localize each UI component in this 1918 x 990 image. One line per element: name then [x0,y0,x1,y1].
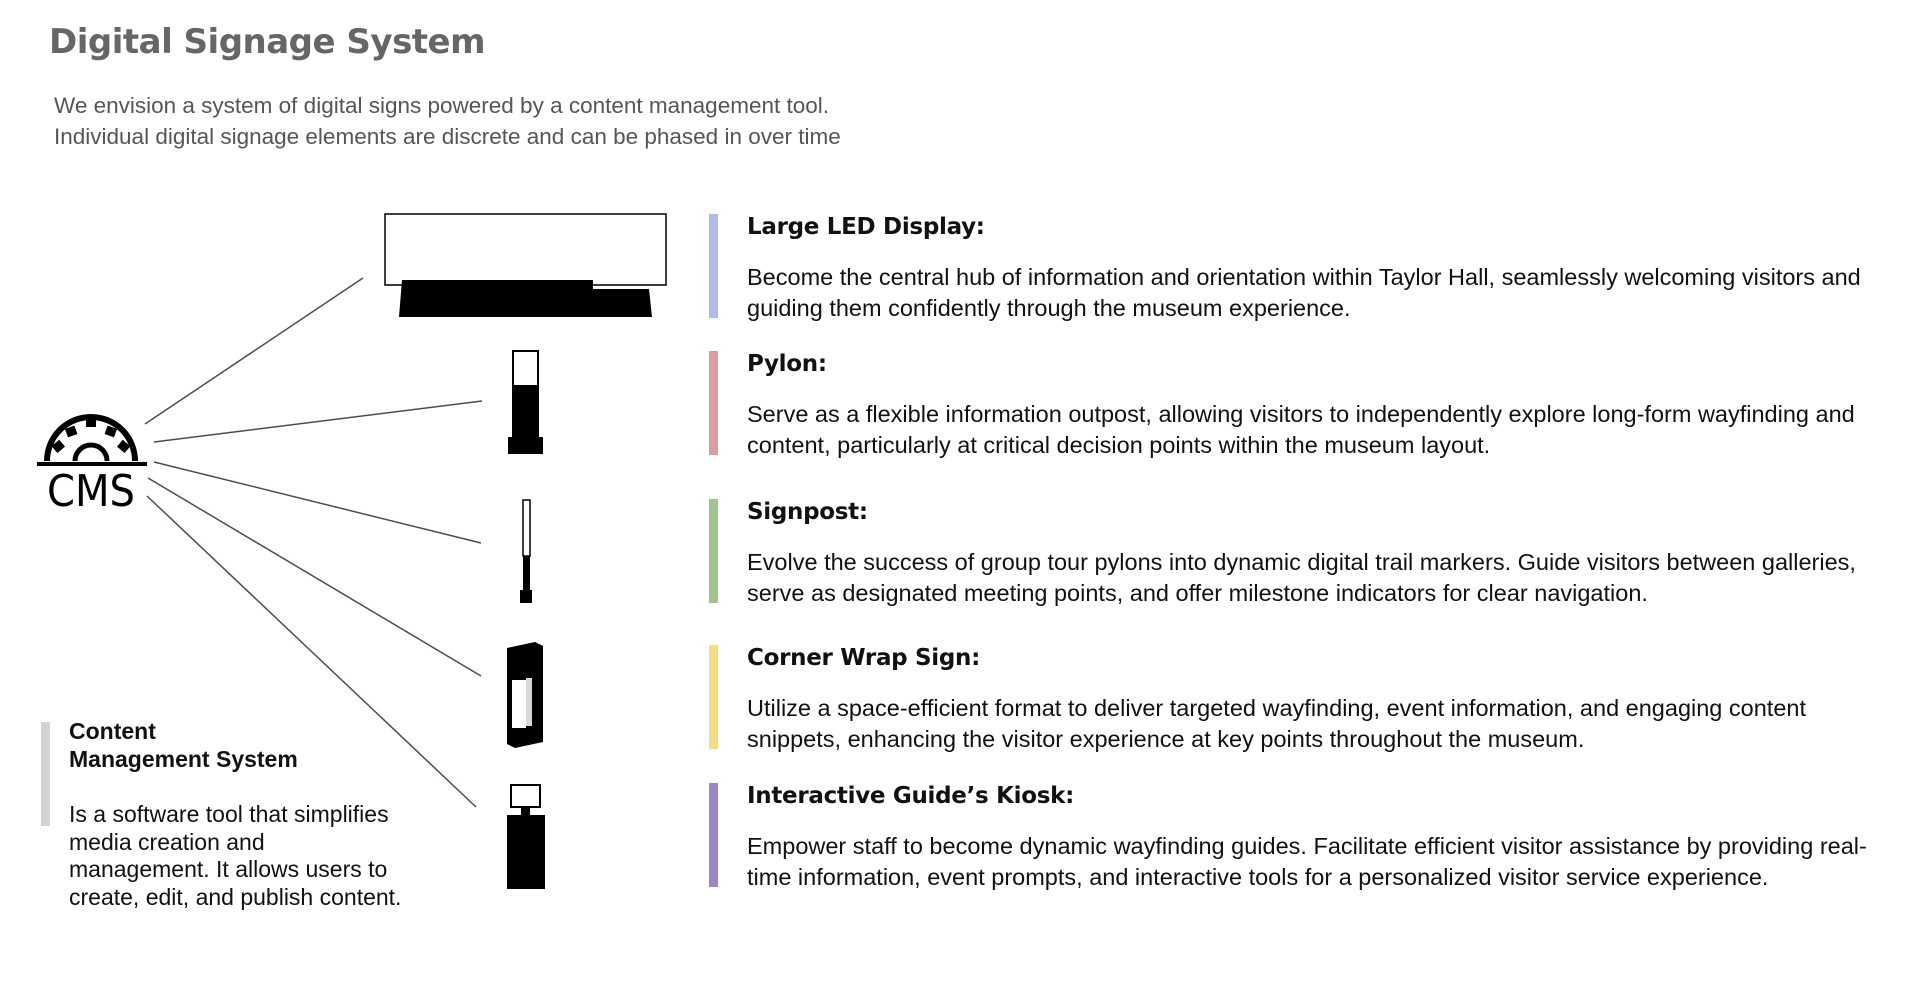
item-color-bar [709,351,718,455]
cms-title [69,717,298,773]
connector-led-display [145,278,363,424]
cms-logo-text: CMS [47,466,135,517]
cms-title-line-2: Management System [69,746,298,772]
item-color-bar [709,783,718,887]
item-label: Large LED Display: [747,214,985,240]
cms-legend-bar [41,722,50,826]
item-description: Serve as a flexible information outpost, allowing visitors to independently explore long-form wayfinding and content, particularly at critical decision points within the museum layout. [747,401,1855,458]
corner-wrap-icon [507,642,543,748]
item-description: Utilize a space-efficient format to deliver targeted wayfinding, event information, and engaging content snippets, enhancing the visitor experience at key points throughout the museum. [747,695,1806,752]
cms-title-line-1: Content [69,718,156,744]
item-description: Evolve the success of group tour pylons into dynamic digital trail markers. Guide visitors between galleries, serve as designated meeting points, and offer milestone indicators for clear navigation. [747,549,1856,606]
item-label: Corner Wrap Sign: [747,645,981,671]
item-color-bar [709,499,718,603]
item-description: Empower staff to become dynamic wayfinding guides. Facilitate efficient visitor assistance by providing real-time information, event prompts, and interactive tools for a personalized visitor service experience. [747,833,1867,890]
item-color-bar [709,214,718,318]
connector-signpost [154,462,481,543]
kiosk-icon [507,785,545,889]
intro-line-1: We envision a system of digital signs powered by a content management tool. [54,93,830,118]
item-label: Pylon: [747,351,827,377]
intro-line-2: Individual digital signage elements are discrete and can be phased in over time [54,124,841,149]
item-description: Become the central hub of information and orientation within Taylor Hall, seamlessly welcoming visitors and guiding them confidently through the museum experience. [747,264,1861,321]
page-title: Digital Signage System [49,22,486,62]
cms-logo [37,417,147,517]
gear-icon [37,417,147,464]
cms-description: Is a software tool that simplifies media creation and management. It allows users to create, edit, and publish content. [69,801,402,910]
led-display-icon [385,214,666,317]
item-color-bar [709,645,718,749]
connector-corner-wrap [148,478,481,676]
connector-pylon [154,401,482,442]
signpost-icon [520,500,532,603]
item-label: Interactive Guide’s Kiosk: [747,783,1075,809]
pylon-icon [508,351,543,454]
item-label: Signpost: [747,499,868,525]
